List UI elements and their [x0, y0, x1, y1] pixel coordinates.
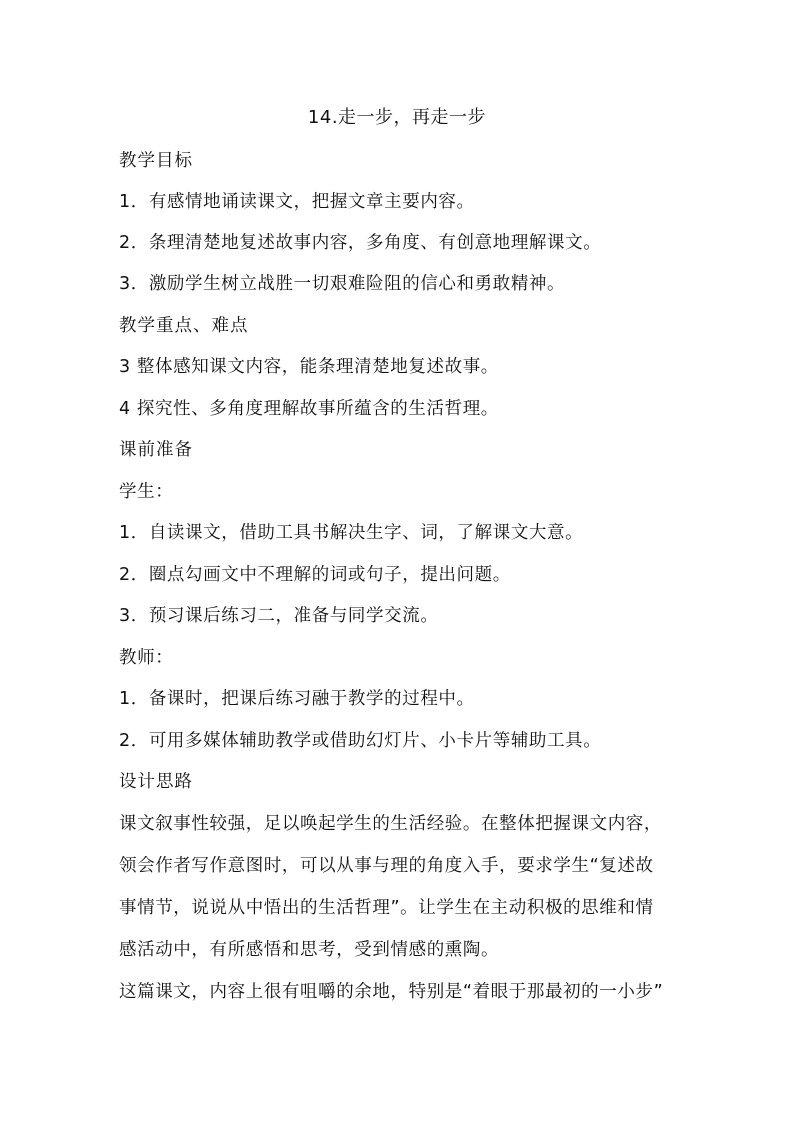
paragraph-line: 3．预习课后练习二，准备与同学交流。	[119, 606, 439, 626]
paragraph-line: 1．自读课文，借助工具书解决生字、词，了解课文大意。	[119, 523, 584, 543]
subheading-teacher: 教师：	[119, 648, 174, 668]
subheading-students: 学生：	[119, 482, 174, 502]
paragraph-line: 1．备课时，把课后练习融于教学的过程中。	[119, 689, 475, 709]
section-heading-preparation: 课前准备	[119, 440, 193, 460]
section-heading-design: 设计思路	[119, 772, 193, 792]
paragraph-line: 事情节，说说从中悟出的生活哲理”。让学生在主动积极的思维和情	[119, 898, 654, 918]
paragraph-line: 3．激励学生树立战胜一切艰难险阻的信心和勇敢精神。	[119, 274, 566, 294]
paragraph-line: 这篇课文，内容上很有咀嚼的余地，特别是“着眼于那最初的一小步”	[119, 982, 664, 1002]
paragraph-line: 2．可用多媒体辅助教学或借助幻灯片、小卡片等辅助工具。	[119, 731, 602, 751]
paragraph-line: 3 整体感知课文内容，能条理清楚地复述故事。	[119, 357, 499, 377]
paragraph-line: 感活动中，有所感悟和思考，受到情感的熏陶。	[119, 940, 500, 960]
paragraph-line: 领会作者写作意图时，可以从事与理的角度入手，要求学生“复述故	[119, 856, 654, 876]
paragraph-line: 2．圈点勾画文中不理解的词或句子，提出问题。	[119, 565, 511, 585]
document-title: 14.走一步，再走一步	[307, 107, 487, 128]
paragraph-line: 4 探究性、多角度理解故事所蕴含的生活哲理。	[119, 399, 499, 419]
section-heading-key-points: 教学重点、难点	[119, 316, 249, 336]
paragraph-line: 1．有感情地诵读课文，把握文章主要内容。	[119, 192, 475, 212]
section-heading-objectives: 教学目标	[119, 151, 193, 171]
paragraph-line: 课文叙事性较强，足以唤起学生的生活经验。在整体把握课文内容，	[119, 814, 662, 834]
paragraph-line: 2．条理清楚地复述故事内容，多角度、有创意地理解课文。	[119, 233, 602, 253]
